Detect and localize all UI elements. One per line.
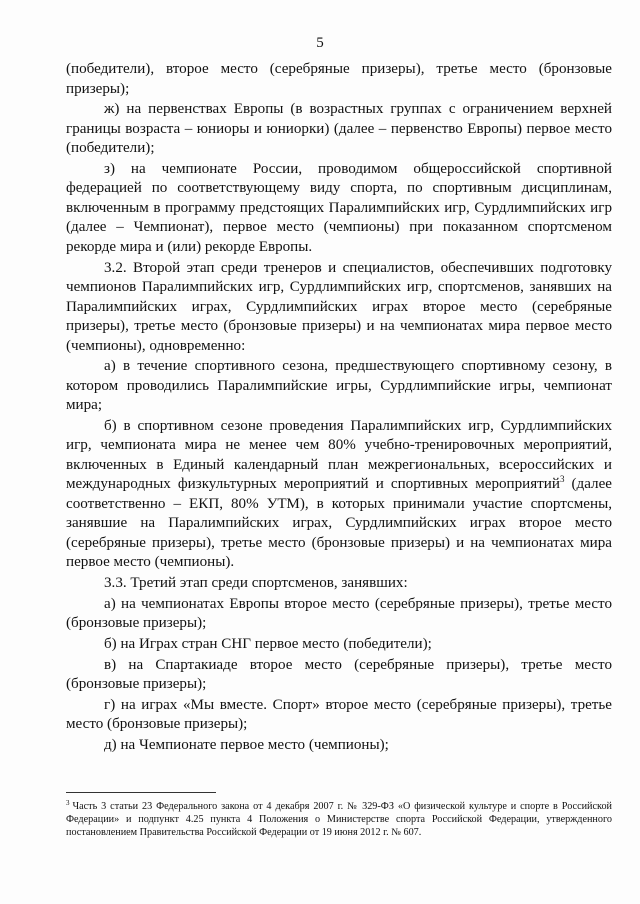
- paragraph: а) в течение спортивного сезона, предшествующего спортивному сезону, в котором проводились Паралимпийские игры, Сурдлимпийские игры, чемпионат мира;: [66, 358, 612, 414]
- page-number: 5: [316, 35, 324, 51]
- paragraph: з) на чемпионате России, проводимом общероссийской спортивной федерацией по соответствующему виду спорта, по спортивным дисциплинам, включенным в программу предстоящих Паралимпийских игр, Сурдлимпийских игр (далее – Чемпионат), первое место (чемпионы) при показанном спортсменом рекорде мира и (или) рекорде Европы.: [66, 160, 612, 255]
- paragraph: г) на играх «Мы вместе. Спорт» второе место (серебряные призеры), третье место (бронзовые призеры);: [66, 696, 612, 733]
- paragraph-with-footnote-ref: [66, 417, 612, 573]
- document-body: [66, 60, 612, 757]
- footnote: [66, 800, 612, 839]
- paragraph: ж) на первенствах Европы (в возрастных группах с ограничением верхней границы возраста – юниоры и юниорки) (далее – первенство Европы) первое место (победители);: [66, 101, 612, 157]
- paragraph: 3.3. Третий этап среди спортсменов, занявших:: [104, 575, 408, 592]
- paragraph: д) на Чемпионате первое место (чемпионы);: [104, 737, 389, 754]
- paragraph-text: б) в спортивном сезоне проведения Паралимпийских игр, Сурдлимпийских игр, чемпионата мира не менее чем 80% учебно-тренировочных мероприятий, включенных в Единый календарный план межрегиональных, всероссийских и международных физкультурных мероприятий и спортивных мероприятий: [66, 417, 612, 493]
- paragraph: 3.2. Второй этап среди тренеров и специалистов, обеспечивших подготовку чемпионов Паралимпийских игр, Сурдлимпийских игр, спортсменов, занявших на Паралимпийских играх, Сурдлимпийских играх второе место (серебряные призеры), третье место (бронзовые призеры) и на чемпионатах мира первое место (чемпионы), одновременно:: [66, 259, 612, 354]
- paragraph: б) на Играх стран СНГ первое место (победители);: [104, 636, 432, 652]
- paragraph: в) на Спартакиаде второе место (серебряные призеры), третье место (бронзовые призеры);: [66, 656, 612, 693]
- footnote-text: Часть 3 статьи 23 Федерального закона от 4 декабря 2007 г. № 329-ФЗ «О физической культуре и спорте в Российской Федерации» и подпункт 4.25 пункта 4 Положения о Министерстве спорта Российской Федерации, утвержденного постановлением Правительства Российской Федерации от 19 июня 2012 г. № 607.: [66, 801, 612, 838]
- footnote-reference: 3: [559, 474, 565, 485]
- paragraph: (победители), второе место (серебряные призеры), третье место (бронзовые призеры);: [66, 61, 612, 97]
- footnote-mark: 3: [66, 798, 70, 807]
- footnote-divider: [66, 792, 216, 793]
- paragraph-text: (далее соответственно – ЕКП, 80% УТМ), в которых принимали участие спортсмены, занявшие на Паралимпийских играх, Сурдлимпийских играх второе место (серебряные призеры), третье место (бронзовые призеры) и на чемпионатах мира первое место (чемпионы).: [66, 476, 612, 571]
- paragraph: а) на чемпионатах Европы второе место (серебряные призеры), третье место (бронзовые призеры);: [66, 595, 612, 632]
